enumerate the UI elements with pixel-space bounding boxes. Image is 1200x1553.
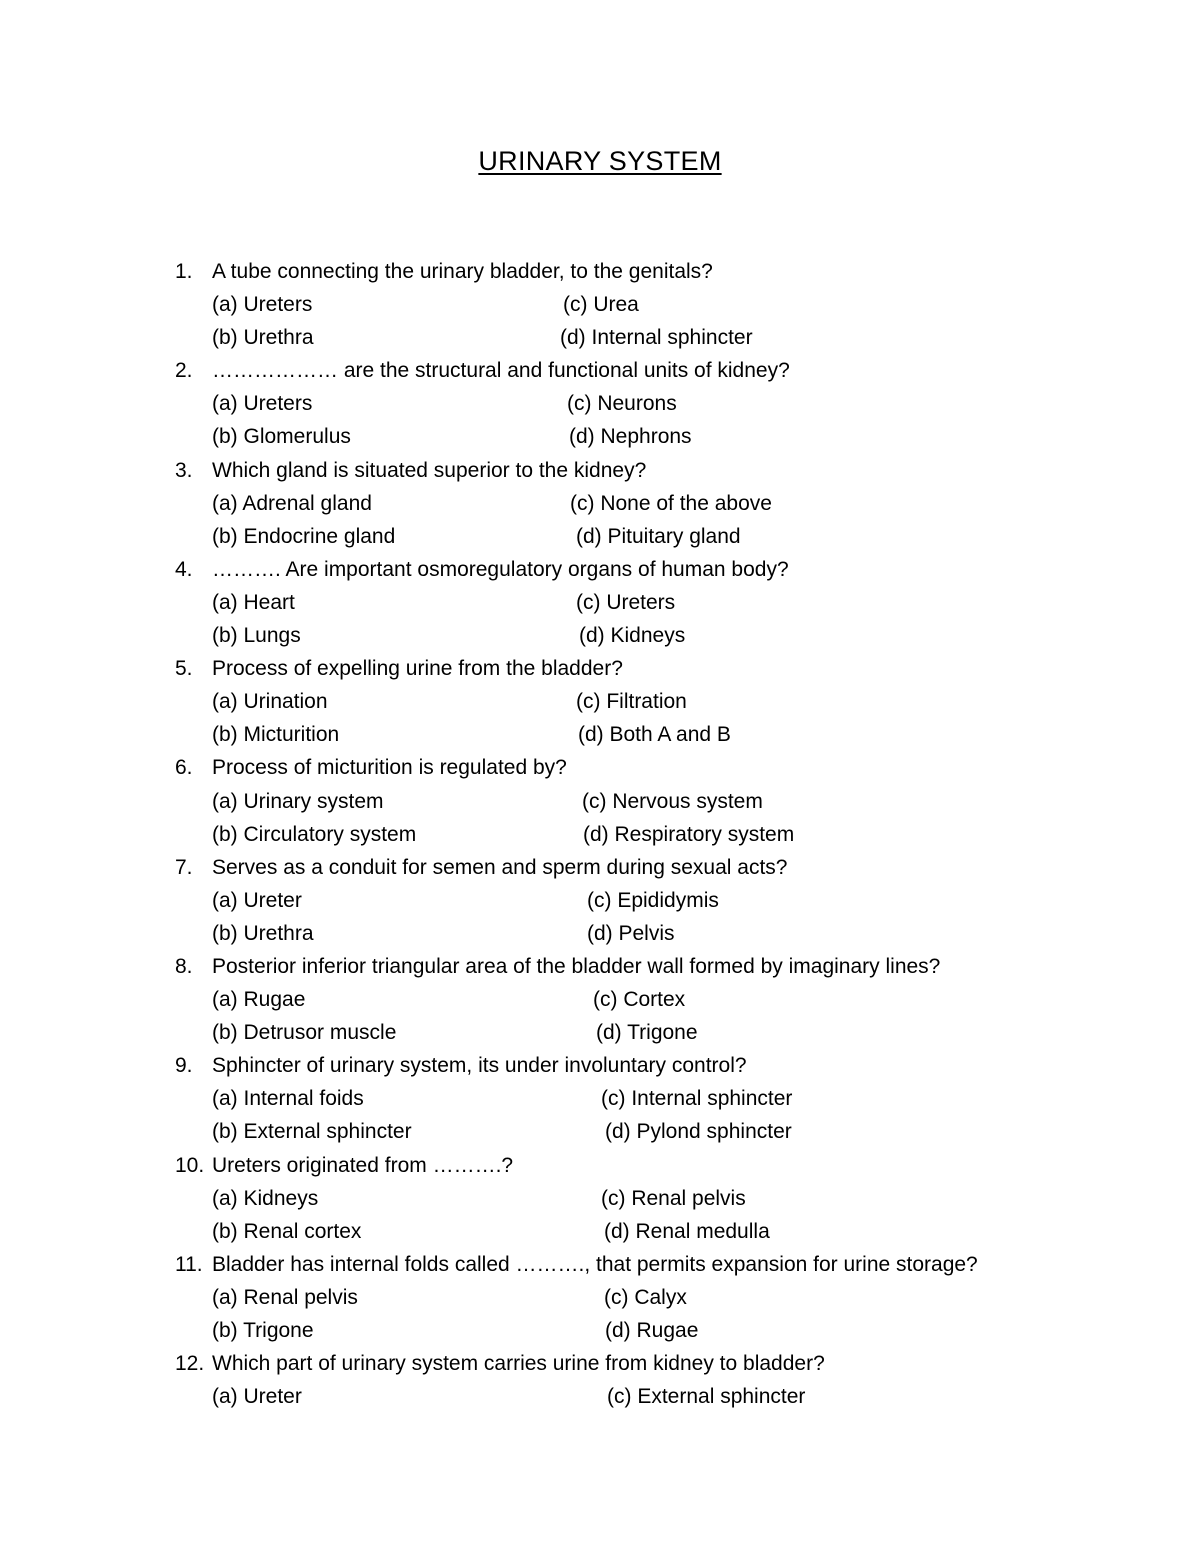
question-number: 1. <box>175 260 193 283</box>
document-title: URINARY SYSTEM <box>478 146 722 176</box>
question-row <box>0 454 1200 487</box>
question-item <box>0 1347 1200 1413</box>
answer-option: (c) Urea <box>563 293 639 317</box>
question-item <box>0 1248 1200 1347</box>
option-row <box>0 685 1200 718</box>
answer-option: (c) Renal pelvis <box>601 1186 746 1210</box>
option-row <box>0 387 1200 420</box>
answer-option: (c) None of the above <box>570 491 772 515</box>
option-row <box>0 785 1200 818</box>
question-item <box>0 1149 1200 1248</box>
question-number: 5. <box>175 657 193 681</box>
answer-option: (a) Ureter <box>212 888 302 912</box>
option-row <box>0 1182 1200 1215</box>
question-item <box>0 751 1200 850</box>
question-text: Process of micturition is regulated by? <box>212 756 567 780</box>
answer-option: (d) Internal sphincter <box>560 326 753 350</box>
answer-option: (d) Trigone <box>596 1021 698 1045</box>
answer-option: (a) Urination <box>212 690 328 714</box>
answer-option: (c) Calyx <box>604 1285 687 1309</box>
option-row <box>0 1281 1200 1314</box>
answer-option: (a) Adrenal gland <box>212 491 372 515</box>
answer-option: (d) Pylond sphincter <box>605 1120 792 1144</box>
option-row <box>0 1314 1200 1347</box>
answer-option: (b) Trigone <box>212 1319 314 1342</box>
question-item <box>0 354 1200 453</box>
option-row <box>0 487 1200 520</box>
question-item <box>0 851 1200 950</box>
answer-option: (a) Rugae <box>212 988 306 1012</box>
question-number: 3. <box>175 458 193 482</box>
question-list <box>0 255 1200 1413</box>
option-row <box>0 1016 1200 1049</box>
answer-option: (c) External sphincter <box>607 1385 806 1409</box>
question-text: Ureters originated from ……….? <box>212 1153 514 1177</box>
answer-option: (c) Filtration <box>576 690 687 714</box>
question-row <box>0 553 1200 586</box>
question-item <box>0 553 1200 652</box>
question-item <box>0 454 1200 553</box>
answer-option: (d) Nephrons <box>569 425 692 449</box>
question-number: 8. <box>175 954 193 978</box>
answer-option: (b) Lungs <box>212 624 301 648</box>
answer-option: (a) Ureter <box>212 1385 302 1409</box>
answer-option: (d) Kidneys <box>579 624 686 648</box>
question-item <box>0 1049 1200 1148</box>
question-number: 2. <box>175 359 193 383</box>
question-text: ………. Are important osmoregulatory organs of human body? <box>212 557 789 581</box>
answer-option: (a) Ureters <box>212 293 313 317</box>
option-row <box>0 983 1200 1016</box>
option-row <box>0 818 1200 851</box>
question-text: Which part of urinary system carries urine from kidney to bladder? <box>212 1352 825 1376</box>
question-text: Which gland is situated superior to the kidney? <box>212 458 647 482</box>
answer-option: (a) Heart <box>212 590 295 614</box>
answer-option: (b) Renal cortex <box>212 1219 362 1243</box>
answer-option: (b) Urethra <box>212 921 314 945</box>
question-row <box>0 950 1200 983</box>
option-row <box>0 586 1200 619</box>
question-number: 11. <box>175 1252 203 1276</box>
question-row <box>0 354 1200 387</box>
option-row <box>0 619 1200 652</box>
option-row <box>0 917 1200 950</box>
answer-option: (c) Cortex <box>593 988 686 1012</box>
option-row <box>0 718 1200 751</box>
answer-option: (d) Pelvis <box>587 921 675 945</box>
question-number: 6. <box>175 756 193 780</box>
answer-option: (b) External sphincter <box>212 1120 412 1144</box>
question-item <box>0 950 1200 1049</box>
question-number: 12. <box>175 1352 205 1376</box>
answer-option: (d) Renal medulla <box>604 1219 770 1243</box>
question-item <box>0 652 1200 751</box>
question-text: Posterior inferior triangular area of the bladder wall formed by imaginary lines? <box>212 954 941 978</box>
question-row <box>0 255 1200 288</box>
answer-option: (d) Respiratory system <box>583 822 795 846</box>
question-text: Process of expelling urine from the bladder? <box>212 657 623 681</box>
question-row <box>0 851 1200 884</box>
answer-option: (d) Pituitary gland <box>576 524 741 548</box>
question-number: 4. <box>175 557 193 581</box>
answer-option: (b) Glomerulus <box>212 425 351 449</box>
question-row <box>0 652 1200 685</box>
answer-option: (c) Ureters <box>576 590 676 614</box>
question-number: 10. <box>175 1153 205 1177</box>
option-row <box>0 288 1200 321</box>
answer-option: (c) Nervous system <box>582 789 763 813</box>
question-text: Bladder has internal folds called ………., that permits expansion for urine storage? <box>212 1252 978 1276</box>
question-item <box>0 255 1200 354</box>
option-row <box>0 520 1200 553</box>
answer-option: (d) Rugae <box>605 1319 699 1342</box>
answer-option: (b) Endocrine gland <box>212 524 396 548</box>
option-row <box>0 884 1200 917</box>
question-text: Serves as a conduit for semen and sperm during sexual acts? <box>212 855 788 879</box>
question-row <box>0 1248 1200 1281</box>
option-row <box>0 1380 1200 1413</box>
answer-option: (a) Internal foids <box>212 1087 364 1111</box>
answer-option: (a) Kidneys <box>212 1186 319 1210</box>
question-row <box>0 751 1200 784</box>
answer-option: (c) Epididymis <box>587 888 719 912</box>
option-row <box>0 321 1200 354</box>
option-row <box>0 1082 1200 1115</box>
answer-option: (a) Urinary system <box>212 789 384 813</box>
question-text: Sphincter of urinary system, its under involuntary control? <box>212 1054 747 1078</box>
answer-option: (b) Micturition <box>212 723 340 747</box>
answer-option: (a) Renal pelvis <box>212 1285 358 1309</box>
option-row <box>0 1115 1200 1148</box>
question-text: A tube connecting the urinary bladder, to the genitals? <box>212 260 713 283</box>
question-number: 7. <box>175 855 193 879</box>
answer-option: (c) Internal sphincter <box>601 1087 793 1111</box>
question-row <box>0 1049 1200 1082</box>
answer-option: (b) Urethra <box>212 326 314 350</box>
question-row <box>0 1149 1200 1182</box>
question-text: ……………… are the structural and functional units of kidney? <box>212 359 790 383</box>
question-number: 9. <box>175 1054 193 1078</box>
option-row <box>0 420 1200 453</box>
question-row <box>0 1347 1200 1380</box>
answer-option: (a) Ureters <box>212 392 313 416</box>
answer-option: (b) Circulatory system <box>212 822 417 846</box>
answer-option: (b) Detrusor muscle <box>212 1021 397 1045</box>
answer-option: (c) Neurons <box>567 392 677 416</box>
option-row <box>0 1215 1200 1248</box>
answer-option: (d) Both A and B <box>578 723 731 747</box>
